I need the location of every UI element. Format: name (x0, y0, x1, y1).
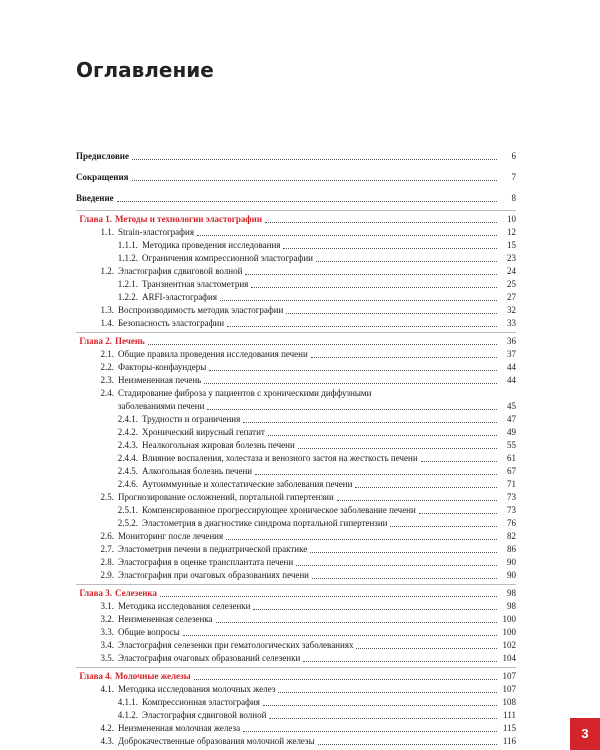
toc-entry-number: 4.2. (100, 723, 114, 733)
toc-entry[interactable] (0, 317, 600, 330)
dot-leader (311, 357, 497, 358)
toc-entry-page: 71 (507, 479, 516, 489)
toc-entry[interactable] (0, 600, 600, 613)
toc-entry[interactable] (0, 452, 600, 465)
dot-leader (265, 222, 497, 223)
toc-entry-page: 27 (507, 292, 516, 302)
toc-entry-page: 90 (507, 557, 516, 567)
toc-entry[interactable] (0, 387, 600, 400)
toc-entry-number: 4.1.1. (117, 697, 138, 707)
toc-entry[interactable] (0, 226, 600, 239)
toc-entry-page: 55 (507, 440, 516, 450)
toc-entry[interactable] (0, 652, 600, 665)
toc-entry-page: 73 (507, 505, 516, 515)
toc-entry[interactable] (0, 530, 600, 543)
toc-entry-number: 2.9. (100, 570, 114, 580)
toc-entry-title: Компрессионная эластография (142, 697, 260, 707)
chapter-divider (76, 210, 516, 211)
toc-entry-title: Факторы-конфаундеры (118, 362, 207, 372)
toc-entry-number: 4.3. (100, 736, 114, 746)
toc-entry-page: 47 (507, 414, 516, 424)
toc-entry[interactable] (0, 491, 600, 504)
toc-entry-page: 32 (507, 305, 516, 315)
toc-entry[interactable] (0, 504, 600, 517)
toc-entry-title: Ограничения компрессионной эластографии (142, 253, 313, 263)
toc-entry-number: 2.1. (100, 349, 114, 359)
dot-leader (419, 513, 497, 514)
toc-entry-page: 108 (502, 697, 516, 707)
toc-entry[interactable] (0, 265, 600, 278)
toc-entry-title: Общие правила проведения исследования печени (118, 349, 308, 359)
toc-entry-title: Транзиентная эластометрия (142, 279, 249, 289)
toc-entry[interactable] (0, 478, 600, 491)
toc-entry-number: 1.2. (100, 266, 114, 276)
toc-entry-page: 44 (507, 375, 516, 385)
toc-entry[interactable] (0, 696, 600, 709)
dot-leader (312, 578, 497, 579)
chapter-divider (76, 584, 516, 585)
toc-entry-page: 73 (507, 492, 516, 502)
toc-entry-page: 25 (507, 279, 516, 289)
toc-entry-title: Эластометрия печени в педиатрической практике (118, 544, 308, 554)
dot-leader (226, 539, 497, 540)
toc-entry-title: Эластография сдвиговой волной (142, 710, 267, 720)
toc-entry-page: 82 (507, 531, 516, 541)
toc-entry-number: Глава 3. (79, 588, 112, 598)
toc-entry-title: Доброкачественные образования молочной железы (118, 736, 315, 746)
toc-entry-title: Методика исследования молочных желез (118, 684, 276, 694)
toc-entry[interactable] (0, 413, 600, 426)
toc-entry-title: Мониторинг после лечения (118, 531, 224, 541)
toc-entry-title: Введение (76, 193, 114, 203)
toc-entry[interactable] (0, 709, 600, 722)
toc-entry-title: Трудности и ограничения (142, 414, 241, 424)
toc-entry-number: 2.4.4. (117, 453, 138, 463)
toc-entry-page: 102 (502, 640, 516, 650)
toc-entry-page: 100 (502, 614, 516, 624)
toc-entry-number: 2.4.1. (117, 414, 138, 424)
toc-entry-number: 2.4.5. (117, 466, 138, 476)
toc-entry-title: Методика исследования селезенки (118, 601, 251, 611)
toc-entry-number: 1.2.2. (117, 292, 138, 302)
toc-entry-number: 3.2. (100, 614, 114, 624)
dot-leader (310, 552, 497, 553)
toc-entry[interactable] (0, 291, 600, 304)
chapter-divider (76, 332, 516, 333)
toc-entry-title: Предисловие (76, 151, 129, 161)
dot-leader (245, 274, 497, 275)
toc-entry-title: Стадирование фиброза у пациентов с хроническими диффузными (118, 388, 372, 398)
toc-entry-title: Безопасность эластографии (118, 318, 225, 328)
dot-leader (207, 409, 497, 410)
dot-leader (296, 565, 497, 566)
dot-leader (183, 635, 497, 636)
toc-entry-page: 100 (502, 627, 516, 637)
toc-entry[interactable] (0, 426, 600, 439)
toc-entry[interactable] (0, 670, 600, 683)
toc-entry-page: 33 (507, 318, 516, 328)
toc-entry-number: 2.2. (100, 362, 114, 372)
toc-entry-number: Глава 4. (79, 671, 112, 681)
dot-leader (194, 679, 497, 680)
toc-entry-page: 45 (507, 401, 516, 411)
toc-entry-number: Глава 1. (79, 214, 112, 224)
toc-entry-title: Методы и технологии эластографии (115, 214, 263, 224)
dot-leader (216, 622, 497, 623)
dot-leader (243, 422, 497, 423)
dot-leader (298, 448, 497, 449)
toc-entry[interactable] (0, 278, 600, 291)
dot-leader (283, 248, 497, 249)
dot-leader (220, 300, 497, 301)
toc-entry-page: 8 (511, 193, 516, 203)
toc-entry[interactable] (0, 361, 600, 374)
toc-entry-title: Эластография при очаговых образованиях печени (118, 570, 309, 580)
toc-entry[interactable] (0, 613, 600, 626)
toc-entry-number: Глава 2. (79, 336, 112, 346)
toc-entry-page: 36 (507, 336, 516, 346)
dot-leader (356, 648, 497, 649)
dot-leader (251, 287, 497, 288)
toc-entry-title: Компенсированное прогрессирующее хроническое заболевание печени (142, 505, 416, 515)
toc-entry[interactable] (0, 304, 600, 317)
toc-entry[interactable] (0, 171, 600, 184)
toc-entry-title: Неизмененная печень (118, 375, 202, 385)
toc-entry-page: 61 (507, 453, 516, 463)
toc-entry-number: 2.4.2. (117, 427, 138, 437)
toc-entry-page: 37 (507, 349, 516, 359)
toc-entry[interactable] (0, 556, 600, 569)
toc-entry-number: 1.1. (100, 227, 114, 237)
toc-entry[interactable] (0, 252, 600, 265)
dot-leader (132, 180, 497, 181)
dot-leader (355, 487, 497, 488)
dot-leader (421, 461, 497, 462)
dot-leader (263, 705, 497, 706)
toc-entry-number: 3.1. (100, 601, 114, 611)
dot-leader (204, 383, 497, 384)
dot-leader (255, 474, 497, 475)
dot-leader (160, 596, 497, 597)
toc-entry-number: 2.6. (100, 531, 114, 541)
toc-entry-page: 115 (502, 723, 516, 733)
toc-entry-title: Воспроизводимость методик эластографии (118, 305, 284, 315)
toc-entry-page: 86 (507, 544, 516, 554)
toc-entry-page: 6 (511, 151, 516, 161)
toc-entry-title: Хронический вирусный гепатит (142, 427, 265, 437)
dot-leader (268, 435, 497, 436)
toc-entry-title: Неалкогольная жировая болезнь печени (142, 440, 295, 450)
toc-entry-title: Эластография сдвиговой волной (118, 266, 243, 276)
toc-entry-number: 2.8. (100, 557, 114, 567)
dot-leader (227, 326, 497, 327)
toc-entry-page: 24 (507, 266, 516, 276)
toc-entry[interactable] (0, 587, 600, 600)
toc-entry-title: Влияние воспаления, холестаза и венозного застоя на жесткость печени (142, 453, 418, 463)
toc-entry-page: 23 (507, 253, 516, 263)
dot-leader (318, 744, 497, 745)
toc-entry-number: 1.4. (100, 318, 114, 328)
toc-entry-number: 2.5. (100, 492, 114, 502)
toc-entry[interactable] (0, 348, 600, 361)
toc-entry[interactable] (0, 683, 600, 696)
toc-entry-number: 3.4. (100, 640, 114, 650)
chapter-divider (76, 667, 516, 668)
dot-leader (117, 201, 497, 202)
toc-entry-title: Неизмененная селезенка (118, 614, 213, 624)
toc-entry-number: 2.5.2. (117, 518, 138, 528)
toc-entry-page: 111 (503, 710, 516, 720)
dot-leader (243, 731, 497, 732)
toc-entry-page: 107 (502, 671, 516, 681)
dot-leader (148, 344, 497, 345)
toc-entry[interactable] (0, 150, 600, 163)
toc-entry[interactable] (0, 400, 600, 413)
toc-entry[interactable] (0, 213, 600, 226)
toc-entry-title: ARFI-эластография (142, 292, 217, 302)
toc-entry-number: 1.1.1. (117, 240, 138, 250)
toc-entry-number: 2.7. (100, 544, 114, 554)
dot-leader (278, 692, 497, 693)
toc-entry-number: 2.3. (100, 375, 114, 385)
dot-leader (286, 313, 497, 314)
toc-entry[interactable] (0, 192, 600, 205)
toc-entry-title: Strain-эластография (118, 227, 194, 237)
toc-entry[interactable] (0, 569, 600, 582)
toc-entry-page: 7 (511, 172, 516, 182)
toc-entry-title: Молочные железы (115, 671, 191, 681)
toc-entry-title: Прогнозирование осложнений, портальной гипертензии (118, 492, 334, 502)
toc-entry[interactable] (0, 465, 600, 478)
toc-entry[interactable] (0, 439, 600, 452)
dot-leader (209, 370, 497, 371)
toc-entry-page: 107 (502, 684, 516, 694)
toc-entry-title: Методика проведения исследования (142, 240, 281, 250)
toc-entry-page: 98 (507, 588, 516, 598)
toc-entry-number: 2.5.1. (117, 505, 138, 515)
dot-leader (303, 661, 497, 662)
toc-entry-title: Эластография очаговых образований селезенки (118, 653, 301, 663)
toc-entry-page: 10 (507, 214, 516, 224)
dot-leader (316, 261, 497, 262)
toc-entry-number: 2.4.6. (117, 479, 138, 489)
toc-entry-title: заболеваниями печени (118, 401, 205, 411)
toc-entry[interactable] (0, 639, 600, 652)
toc-entry-title: Эластография селезенки при гематологических заболеваниях (118, 640, 354, 650)
toc-entry-number: 1.1.2. (117, 253, 138, 263)
toc-entry[interactable] (0, 517, 600, 530)
toc-entry-page: 76 (507, 518, 516, 528)
toc-entry-title: Сокращения (76, 172, 129, 182)
dot-leader (132, 159, 497, 160)
toc-entry-page: 12 (507, 227, 516, 237)
toc-entry-page: 116 (502, 736, 516, 746)
toc-entry-number: 2.4.3. (117, 440, 138, 450)
toc-entry[interactable] (0, 722, 600, 735)
toc-entry-page: 67 (507, 466, 516, 476)
toc-entry-page: 104 (502, 653, 516, 663)
toc-entry-title: Неизмененная молочная железа (118, 723, 241, 733)
toc-entry-title: Эластография в оценке трансплантата печени (118, 557, 294, 567)
dot-leader (269, 718, 497, 719)
toc-entry-number: 4.1. (100, 684, 114, 694)
toc-entry-page: 15 (507, 240, 516, 250)
toc-entry-number: 1.2.1. (117, 279, 138, 289)
toc-entry-page: 49 (507, 427, 516, 437)
toc-entry-title: Аутоиммунные и холестатические заболевания печени (142, 479, 353, 489)
page-title: Оглавление (76, 58, 214, 82)
toc-entry-title: Эластометрия в диагностике синдрома портальной гипертензии (142, 518, 388, 528)
toc-entry[interactable] (0, 239, 600, 252)
toc-entry-title: Алкогольная болезнь печени (142, 466, 253, 476)
dot-leader (253, 609, 497, 610)
page-number: 3 (570, 718, 600, 750)
toc-entry-number: 3.3. (100, 627, 114, 637)
dot-leader (390, 526, 497, 527)
toc-entry-page: 98 (507, 601, 516, 611)
toc-entry[interactable] (0, 374, 600, 387)
toc-entry-page: 90 (507, 570, 516, 580)
toc-entry[interactable] (0, 335, 600, 348)
toc-entry-title: Печень (115, 336, 145, 346)
toc-entry-number: 1.3. (100, 305, 114, 315)
toc-entry-page: 44 (507, 362, 516, 372)
toc-entry-number: 3.5. (100, 653, 114, 663)
toc-entry-number: 2.4. (100, 388, 114, 398)
toc-entry-number: 4.1.2. (117, 710, 138, 720)
dot-leader (337, 500, 497, 501)
toc-entry[interactable] (0, 626, 600, 639)
toc-entry-title: Общие вопросы (118, 627, 180, 637)
toc-entry[interactable] (0, 543, 600, 556)
toc-entry-title: Селезенка (115, 588, 157, 598)
dot-leader (197, 235, 497, 236)
toc-entry[interactable] (0, 735, 600, 748)
